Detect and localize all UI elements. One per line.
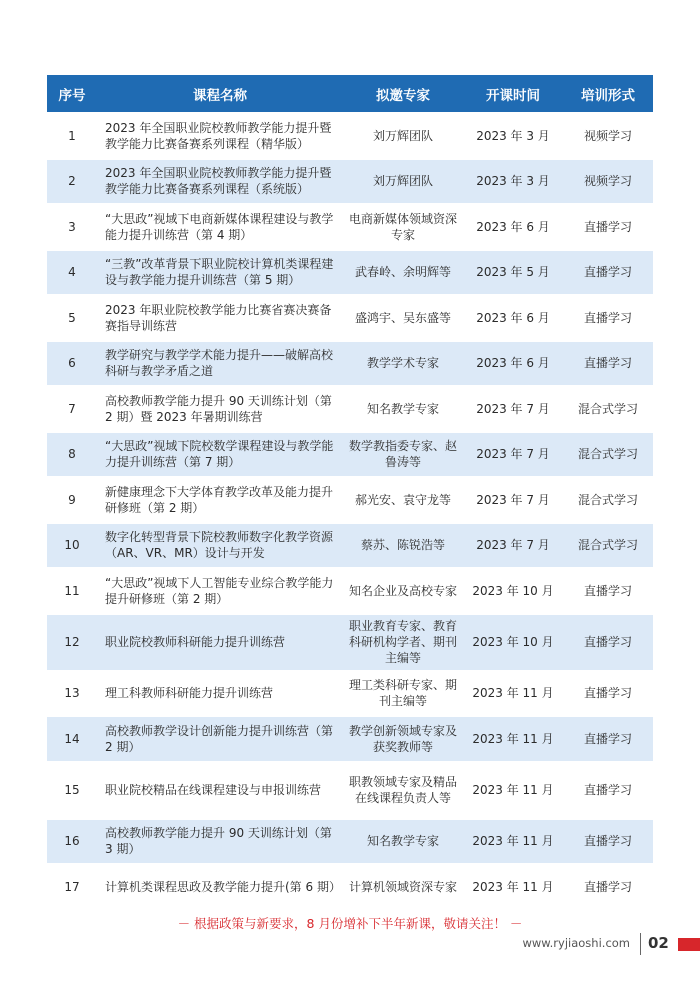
course-name: “大思政”视域下人工智能专业综合教学能力提升研修班（第 2 期） — [97, 568, 343, 614]
course-name: 新健康理念下大学体育教学改革及能力提升研修班（第 2 期） — [97, 477, 343, 523]
table-row — [47, 614, 653, 671]
table-row — [47, 568, 653, 614]
table-row — [47, 864, 653, 910]
row-number: 5 — [47, 295, 97, 341]
header-start-time: 开课时间 — [463, 75, 563, 113]
training-format: 直播学习 — [563, 819, 653, 865]
start-time: 2023 年 7 月 — [463, 523, 563, 569]
table-header — [47, 75, 653, 113]
header-format: 培训形式 — [563, 75, 653, 113]
table-row — [47, 204, 653, 250]
start-time: 2023 年 5 月 — [463, 250, 563, 296]
row-number: 10 — [47, 523, 97, 569]
table-row — [47, 762, 653, 819]
row-number: 15 — [47, 762, 97, 819]
course-name: 2023 年全国职业院校教师教学能力提升暨教学能力比赛备赛系列课程（精华版） — [97, 113, 343, 159]
training-format: 混合式学习 — [563, 432, 653, 478]
start-time: 2023 年 7 月 — [463, 432, 563, 478]
table-row — [47, 295, 653, 341]
website-url: www.ryjiaoshi.com — [522, 936, 630, 950]
header-row — [47, 75, 653, 113]
start-time: 2023 年 11 月 — [463, 819, 563, 865]
expert-name: 职教领域专家及精品在线课程负责人等 — [343, 762, 463, 819]
row-number: 6 — [47, 341, 97, 387]
expert-name: 刘万辉团队 — [343, 113, 463, 159]
training-format: 混合式学习 — [563, 523, 653, 569]
page-accent-bar — [678, 938, 700, 951]
course-name: 2023 年全国职业院校教师教学能力提升暨教学能力比赛备赛系列课程（系统版） — [97, 159, 343, 205]
training-format: 直播学习 — [563, 295, 653, 341]
training-format: 视频学习 — [563, 113, 653, 159]
course-name: 职业院校教师科研能力提升训练营 — [97, 614, 343, 671]
start-time: 2023 年 7 月 — [463, 386, 563, 432]
course-name: 教学研究与教学学术能力提升——破解高校科研与教学矛盾之道 — [97, 341, 343, 387]
header-number: 序号 — [47, 75, 97, 113]
start-time: 2023 年 10 月 — [463, 614, 563, 671]
row-number: 4 — [47, 250, 97, 296]
row-number: 12 — [47, 614, 97, 671]
course-name: “三教”改革背景下职业院校计算机类课程建设与教学能力提升训练营（第 5 期） — [97, 250, 343, 296]
expert-name: 武春岭、余明辉等 — [343, 250, 463, 296]
header-expert: 拟邀专家 — [343, 75, 463, 113]
training-format: 直播学习 — [563, 671, 653, 717]
footnote: － 根据政策与新要求，8 月份增补下半年新课，敬请关注！ － — [177, 916, 523, 931]
course-name: 计算机类课程思政及教学能力提升(第 6 期） — [97, 864, 343, 910]
expert-name: 理工类科研专家、期刊主编等 — [343, 671, 463, 717]
expert-name: 计算机领域资深专家 — [343, 864, 463, 910]
row-number: 16 — [47, 819, 97, 865]
table-row — [47, 819, 653, 865]
start-time: 2023 年 11 月 — [463, 762, 563, 819]
course-name: “大思政”视域下电商新媒体课程建设与教学能力提升训练营（第 4 期） — [97, 204, 343, 250]
training-format: 混合式学习 — [563, 477, 653, 523]
course-name: “大思政”视域下院校数学课程建设与教学能力提升训练营（第 7 期） — [97, 432, 343, 478]
row-number: 13 — [47, 671, 97, 717]
table-body — [47, 113, 653, 910]
expert-name: 蔡苏、陈锐浩等 — [343, 523, 463, 569]
training-format: 直播学习 — [563, 762, 653, 819]
course-name: 数字化转型背景下院校教师数字化教学资源（AR、VR、MR）设计与开发 — [97, 523, 343, 569]
start-time: 2023 年 11 月 — [463, 716, 563, 762]
start-time: 2023 年 6 月 — [463, 204, 563, 250]
footer-divider — [640, 933, 641, 955]
row-number: 2 — [47, 159, 97, 205]
start-time: 2023 年 6 月 — [463, 295, 563, 341]
course-table-wrapper — [47, 75, 653, 910]
expert-name: 盛鸿宇、吴东盛等 — [343, 295, 463, 341]
expert-name: 知名教学专家 — [343, 819, 463, 865]
course-name: 高校教师教学设计创新能力提升训练营（第 2 期） — [97, 716, 343, 762]
start-time: 2023 年 3 月 — [463, 159, 563, 205]
expert-name: 教学创新领域专家及获奖教师等 — [343, 716, 463, 762]
table-row — [47, 386, 653, 432]
header-course-name: 课程名称 — [97, 75, 343, 113]
course-name: 2023 年职业院校教学能力比赛省赛决赛备赛指导训练营 — [97, 295, 343, 341]
training-format: 视频学习 — [563, 159, 653, 205]
expert-name: 数学教指委专家、赵鲁涛等 — [343, 432, 463, 478]
course-name: 高校教师教学能力提升 90 天训练计划（第 2 期）暨 2023 年暑期训练营 — [97, 386, 343, 432]
table-row — [47, 523, 653, 569]
expert-name: 知名教学专家 — [343, 386, 463, 432]
training-format: 直播学习 — [563, 341, 653, 387]
expert-name: 教学学术专家 — [343, 341, 463, 387]
row-number: 14 — [47, 716, 97, 762]
row-number: 17 — [47, 864, 97, 910]
expert-name: 郝光安、袁守龙等 — [343, 477, 463, 523]
training-format: 直播学习 — [563, 614, 653, 671]
expert-name: 职业教育专家、教育科研机构学者、期刊主编等 — [343, 614, 463, 671]
course-name: 高校教师教学能力提升 90 天训练计划（第 3 期） — [97, 819, 343, 865]
row-number: 1 — [47, 113, 97, 159]
start-time: 2023 年 11 月 — [463, 671, 563, 717]
start-time: 2023 年 6 月 — [463, 341, 563, 387]
training-format: 直播学习 — [563, 250, 653, 296]
row-number: 3 — [47, 204, 97, 250]
training-format: 直播学习 — [563, 204, 653, 250]
table-row — [47, 250, 653, 296]
start-time: 2023 年 10 月 — [463, 568, 563, 614]
table-row — [47, 671, 653, 717]
course-name: 理工科教师科研能力提升训练营 — [97, 671, 343, 717]
table-row — [47, 716, 653, 762]
start-time: 2023 年 7 月 — [463, 477, 563, 523]
expert-name: 知名企业及高校专家 — [343, 568, 463, 614]
table-row — [47, 341, 653, 387]
start-time: 2023 年 3 月 — [463, 113, 563, 159]
training-format: 混合式学习 — [563, 386, 653, 432]
row-number: 8 — [47, 432, 97, 478]
expert-name: 电商新媒体领域资深专家 — [343, 204, 463, 250]
course-name: 职业院校精品在线课程建设与申报训练营 — [97, 762, 343, 819]
expert-name: 刘万辉团队 — [343, 159, 463, 205]
training-format: 直播学习 — [563, 716, 653, 762]
table-row — [47, 432, 653, 478]
training-format: 直播学习 — [563, 568, 653, 614]
course-table — [47, 75, 653, 910]
table-row — [47, 159, 653, 205]
row-number: 11 — [47, 568, 97, 614]
row-number: 7 — [47, 386, 97, 432]
row-number: 9 — [47, 477, 97, 523]
table-row — [47, 113, 653, 159]
table-row — [47, 477, 653, 523]
start-time: 2023 年 11 月 — [463, 864, 563, 910]
page-number: 02 — [648, 934, 669, 952]
training-format: 直播学习 — [563, 864, 653, 910]
